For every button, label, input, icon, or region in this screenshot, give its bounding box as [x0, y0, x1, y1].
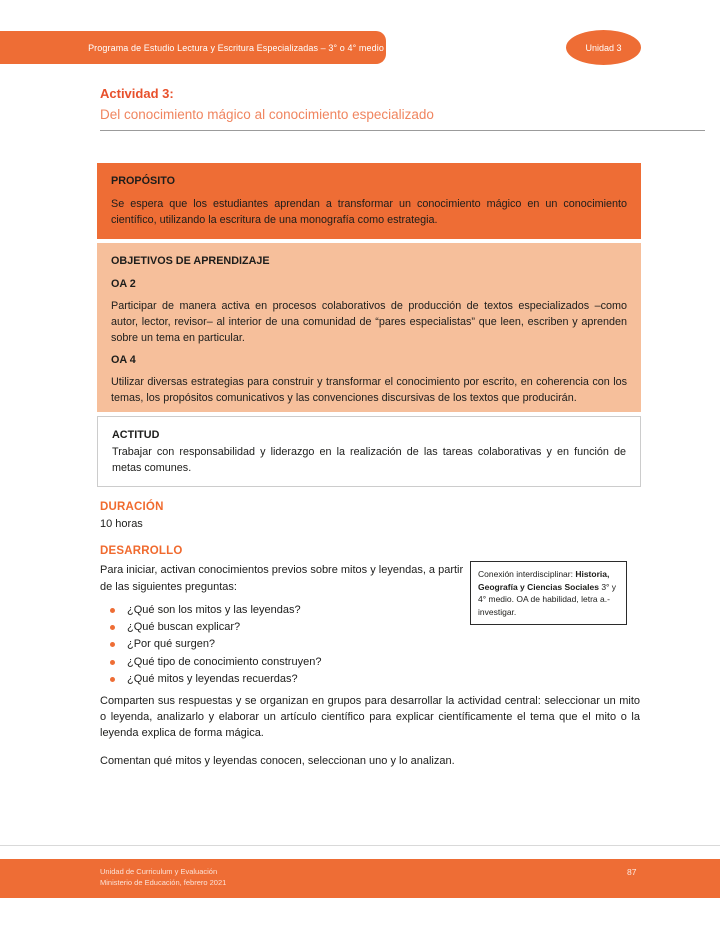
interdisciplinary-connection-box	[470, 561, 627, 625]
question-text: ¿Qué son los mitos y las leyendas?	[127, 604, 301, 616]
proposito-heading: PROPÓSITO	[111, 175, 175, 187]
list-item	[110, 671, 321, 688]
footer-bar	[0, 859, 720, 898]
oa2-text: Participar de manera activa en procesos colaborativos de producción de textos especializados –como autor, lector, revisor– al interior de una comunidad de “pares especialistas” que leen, escriben y aprenden sobre un tema en particular.	[111, 300, 627, 344]
desarrollo-intro: Para iniciar, activan conocimientos previos sobre mitos y leyendas, a partir de las siguientes preguntas:	[100, 564, 464, 593]
central-activity-paragraph: Comparten sus respuestas y se organizan en grupos para desarrollar la actividad central: seleccionar un mito o leyenda, analizarlo y elaborar un artículo científico para explicar científicamente el tema que el mito o la leyenda explica de forma mágica.	[100, 695, 640, 739]
oa4-text: Utilizar diversas estrategias para construir y transformar el conocimiento por escrito, en coherencia con los temas, los propósitos comunicativos y las convenciones discursivas de los textos que producirán.	[111, 376, 627, 404]
page-number: 87	[627, 867, 637, 877]
actitud-body: Trabajar con responsabilidad y liderazgo en la realización de las tareas colaborativas y en función de metas comunes.	[112, 446, 626, 474]
duracion-heading: DURACIÓN	[100, 501, 164, 513]
activity-title: Actividad 3:	[100, 86, 174, 101]
question-text: ¿Qué buscan explicar?	[127, 621, 241, 634]
comment-paragraph: Comentan qué mitos y leyendas conocen, seleccionan uno y lo analizan.	[100, 755, 455, 767]
bullet-icon	[110, 660, 115, 665]
actitud-box	[97, 416, 641, 487]
sidebox-suffix: 3° y 4° medio. OA de habilidad, letra a.- investigar.	[478, 581, 617, 617]
bullet-icon	[110, 642, 115, 647]
title-divider	[100, 130, 705, 131]
footer-line2: Ministerio de Educación, febrero 2021	[100, 878, 227, 887]
sidebox-subject: Historia, Geografía y Ciencias Sociales	[478, 569, 610, 592]
footer-divider	[0, 845, 720, 846]
activity-subtitle: Del conocimiento mágico al conocimiento especializado	[100, 107, 434, 122]
actitud-heading: ACTITUD	[112, 429, 160, 441]
oa4-code: OA 4	[111, 354, 136, 366]
footer-line1: Unidad de Curriculum y Evaluación	[100, 867, 218, 876]
footer-credits	[100, 866, 226, 888]
question-text: ¿Qué mitos y leyendas recuerdas?	[127, 672, 298, 685]
list-item	[110, 654, 321, 671]
list-item	[110, 619, 321, 636]
bullet-icon	[110, 625, 115, 630]
program-title: Programa de Estudio Lectura y Escritura Especializadas – 3° o 4° medio	[88, 42, 384, 53]
question-text: ¿Por qué surgen?	[127, 638, 216, 651]
desarrollo-heading: DESARROLLO	[100, 545, 183, 557]
proposito-body: Se espera que los estudiantes aprendan a transformar un conocimiento mágico en un conocimiento científico, utilizando la escritura de una monografía como estrategia.	[111, 198, 627, 226]
header-bar	[0, 31, 386, 64]
list-item	[110, 636, 321, 653]
list-item	[110, 602, 321, 619]
questions-list	[110, 602, 321, 688]
objetivos-heading: OBJETIVOS DE APRENDIZAJE	[111, 255, 270, 267]
unit-badge: Unidad 3	[566, 30, 641, 65]
bullet-icon	[110, 677, 115, 682]
oa2-code: OA 2	[111, 278, 136, 290]
objetivos-box	[97, 243, 641, 412]
proposito-box	[97, 163, 641, 239]
sidebox-prefix: Conexión interdisciplinar:	[478, 569, 576, 579]
question-text: ¿Qué tipo de conocimiento construyen?	[127, 655, 322, 668]
bullet-icon	[110, 608, 115, 613]
duracion-value: 10 horas	[100, 518, 143, 530]
